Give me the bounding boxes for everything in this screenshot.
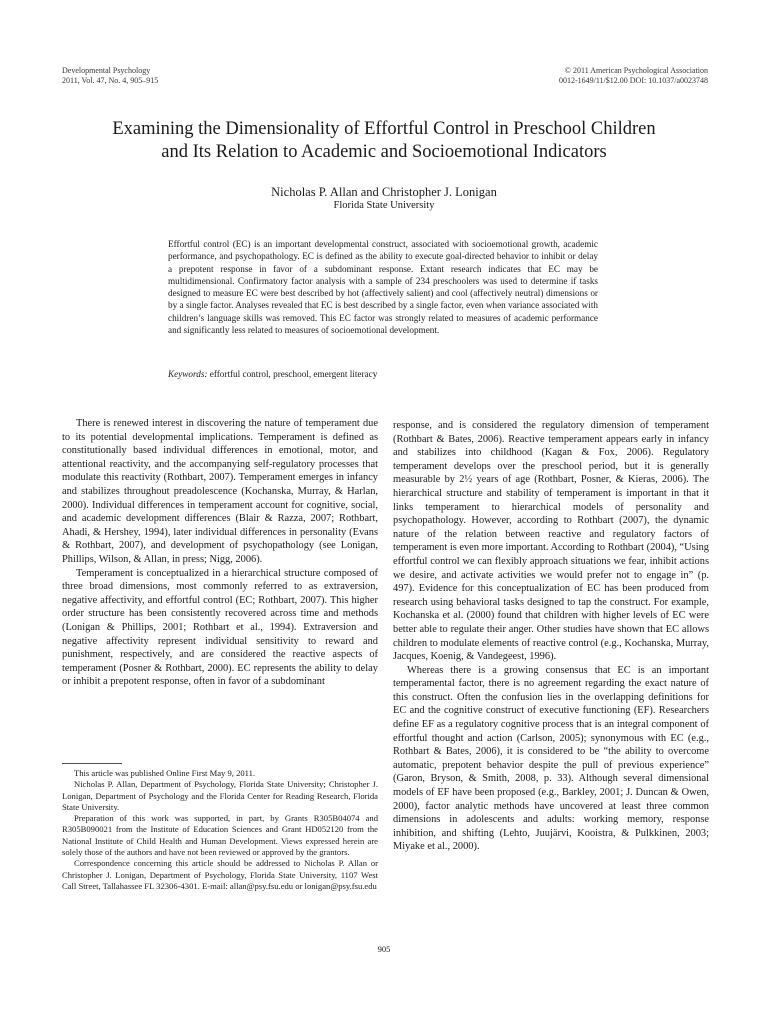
title-line-2: and Its Relation to Academic and Socioemotional Indicators [161, 142, 607, 162]
running-head-left [62, 66, 158, 86]
footnote: This article was published Online First May 9, 2011. [74, 768, 256, 778]
paragraph: There is renewed interest in discovering the nature of temperament due to its potential developmental implications. Temperament is defined as constitutionally based individual differences in emotional, motor, and attentional reactivity, and the accompanying self-regulatory processes that modulate this reactivity (Rothbart, 2007). Temperament emerges in infancy and stabilizes throughout preadolescence (Kochanska, Murray, & Harlan, 2000). Individual differences in temperament account for cognitive, social, and academic development differences (Blair & Razza, 2007; Rothbart, Ahadi, & Hershey, 1994), later individual differences in personality (Evans & Rothbart, 2007), and development of psychopathology (see Lonigan, Phillips, Wilson, & Allan, in press; Nigg, 2006). [62, 418, 378, 565]
keywords-list: effortful control, preschool, emergent literacy [209, 369, 378, 379]
journal-name: Developmental Psychology [62, 66, 151, 75]
title-line-1: Examining the Dimensionality of Effortful Control in Preschool Children [112, 119, 656, 139]
running-head-right [559, 66, 708, 86]
paragraph: Temperament is conceptualized in a hierarchical structure composed of three broad dimensions, most commonly referred to as extraversion, negative affectivity, and effortful control (EC; Rothbart, 2007). This higher order structure has been consistently recovered across time and methods (Lonigan & Phillips, 2001; Rothbart et al., 1994). Extraversion and negative affectivity represent individual sensitivity to reward and punishment, respectively, and are considered the reactive aspects of temperament (Posner & Rothbart, 2000). EC represents the ability to delay or inhibit a prepotent response, often in favor of a subdominant [62, 567, 378, 688]
paragraph: Whereas there is a growing consensus that EC is an important temperamental factor, there is no agreement regarding the exact nature of this construct. Often the confusion lies in the overlapping definitions for EC and the cognitive construct of executive functioning (EF). Researchers define EF as a regulatory cognitive process that is an integral component of effortful thought and action (Carlson, 2005); synonymous with EC (e.g., Rothbart & Bates, 2006), it is considered to be “the ability to overcome automatic, prepotent behavior despite the pull of previous experience” (Garon, Bryson, & Smith, 2008, p. 33). Although several dimensional models of EF have been proposed (e.g., Barkley, 2001; J. Duncan & Owen, 2000), factor analytic methods have uncovered at least three common dimensions in adolescents and adults: working memory, response inhibition, and shifting (Lehto, Juujärvi, Kooistra, & Pulkkinen, 2003; Miyake et al., 2000). [393, 664, 709, 853]
footnote-divider [62, 763, 122, 764]
footnote: Nicholas P. Allan, Department of Psychology, Florida State University; Christopher J. Lonigan, Department of Psychology and the Florida Center for Reading Research, Florida State University. [62, 779, 378, 812]
copyright-notice: © 2011 American Psychological Association [564, 66, 708, 75]
paragraph: response, and is considered the regulatory dimension of temperament (Rothbart & Bates, 2006). Reactive temperament appears early in infancy and stabilizes into childhood (Kagan & Fox, 2006). Regulatory temperament develops over the preschool period, but it is generally measurable by 2½ years of age (Rothbart, Posner, & Kieras, 2006). The hierarchical structure and stability of temperament is important in that it links temperament to hierarchical models of personality and psychopathology. However, according to Rothbart (2007), the dynamic nature of the relation between reactive and regulatory factors of temperament is even more important. According to Rothbart (2004), “Using effortful control we can flexibly approach situations we fear, inhibit actions we desire, and activate activities we would prefer not to engage in” (p. 497). Evidence for this conceptualization of EC has been produced from research using behavioral tasks designed to tap the construct. For example, Kochanska et al. (2000) found that children with higher levels of EC were better able to regulate their anger. Other studies have shown that EC allows children to modulate elements of reactive control (e.g., Kochanska, Murray, Jacques, Koenig, & Vandegeest, 1996). [393, 420, 709, 663]
keywords-label: Keywords: [168, 369, 208, 379]
page-number: 905 [377, 944, 391, 954]
journal-volume: 2011, Vol. 47, No. 4, 905–915 [62, 76, 159, 85]
affiliation: Florida State University [333, 200, 435, 211]
doi: 0012-1649/11/$12.00 DOI: 10.1037/a0023748 [558, 76, 708, 85]
footnote: Preparation of this work was supported, in part, by Grants R305B04074 and R305B090021 from the Institute of Education Sciences and Grant HD052120 from the National Institute of Child Health and Human Development. Views expressed herein are solely those of the authors and have not been reviewed or approved by the grantors. [62, 813, 378, 858]
right-column [393, 419, 709, 854]
authors: Nicholas P. Allan and Christopher J. Lonigan [271, 185, 497, 199]
left-column [62, 417, 378, 689]
footnotes [62, 768, 378, 892]
article-title [40, 118, 728, 164]
keywords [168, 368, 598, 380]
abstract: Effortful control (EC) is an important developmental construct, associated with socioemotional growth, academic performance, and psychopathology. EC is defined as the ability to execute goal-directed behavior to inhibit or delay a prepotent response in favor of a subdominant response. Extant research indicates that EC may be multidimensional. Confirmatory factor analysis with a sample of 234 preschoolers was used to determine if tasks designed to measure EC were best described by hot (affectively salient) and cool (affectively neutral) dimensions or by a single factor. Analyses revealed that EC is best described by a single factor, even when variance associated with children’s language skills was removed. This EC factor was strongly related to measures of academic performance and significantly less related to measures of socioemotional development. [168, 239, 598, 336]
footnote: Correspondence concerning this article should be addressed to Nicholas P. Allan or Christopher J. Lonigan, Department of Psychology, Florida State University, 1107 West Call Street, Tallahassee FL 32306-4301. E-mail: allan@psy.fsu.edu or lonigan@psy.fsu.edu [62, 858, 378, 891]
